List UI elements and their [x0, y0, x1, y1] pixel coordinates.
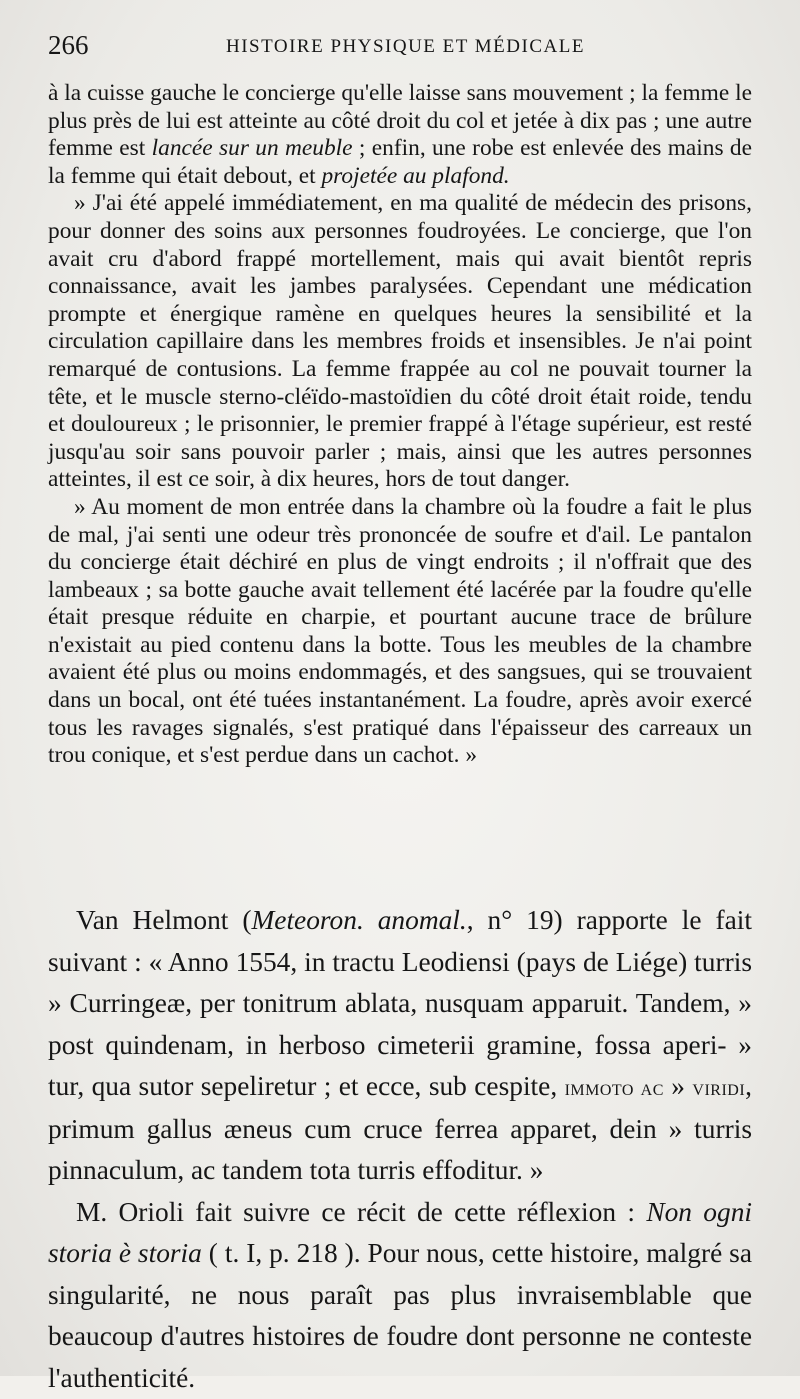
- quoted-report: [48, 80, 752, 770]
- quote-paragraph-2: » J'ai été appelé immédiatement, en ma qualité de médecin des prisons, pour donner des soins aux personnes foudroyées. Le concierge, que l'on avait cru d'abord frappé mortellement, mais qui avait bientôt repris connaissance, avait les jambes paralysées. Cependant une médication prompte et énergique ramène en quelques heures la sensibilité et la circulation capillaire dans les membres froids et insensibles. Je n'ai point remarqué de contusions. La femme frappée au col ne pouvait tourner la tête, et le muscle sterno-cléïdo-mastoïdien du côté droit était roide, tendu et douloureux ; le prisonnier, le premier frappé à l'étage supérieur, est resté jusqu'au soir sans pouvoir parler ; mais, ainsi que les autres personnes atteintes, il est ce soir, à dix heures, hors de tout danger.: [48, 190, 752, 494]
- page-header: [48, 30, 756, 66]
- main-text: [48, 900, 752, 1399]
- quote-paragraph-3: » Au moment de mon entrée dans la chambre où la foudre a fait le plus de mal, j'ai senti une odeur très prononcée de soufre et d'ail. Le pantalon du concierge était déchiré en plus de vingt endroits ; il n'offrait que des lambeaux ; sa botte gauche avait tellement été lacérée par la foudre qu'elle était presque réduite en charpie, et pourtant aucune trace de brûlure n'existait au pied contenu dans la botte. Tous les meubles de la chambre avaient été plus ou moins endommagés, et des sangsues, qui se trouvaient dans un bocal, ont été tuées instantanément. La foudre, après avoir exercé tous les ravages signalés, s'est pratiqué dans l'épaisseur des carreaux un trou conique, et s'est perdue dans un cachot. »: [48, 494, 752, 770]
- page-number: 266: [48, 30, 89, 61]
- quote-paragraph-1: à la cuisse gauche le concierge qu'elle laisse sans mouvement ; la femme le plus près de lui est atteinte au côté droit du col et jetée à dix pas ; une autre femme est lancée sur un meuble ; enfin, une robe est enlevée des mains de la femme qui était debout, et projetée au plafond.: [48, 80, 752, 190]
- paragraph-van-helmont: Van Helmont (Meteoron. anomal., n° 19) rapporte le fait suivant : « Anno 1554, in tractu Leodiensi (pays de Liége) turris » Curringeæ, per tonitrum ablata, nusquam apparuit. Tandem, » post quindenam, in herboso cimeterii gramine, fossa aperi- » tur, qua sutor sepeliretur ; et ecce, sub cespite, immoto ac » viridi, primum gallus æneus cum cruce ferrea apparet, dein » turris pinnaculum, ac tandem tota turris effoditur. »: [48, 900, 752, 1192]
- running-head: HISTOIRE PHYSIQUE ET MÉDICALE: [226, 36, 585, 58]
- paragraph-orioli: M. Orioli fait suivre ce récit de cette réflexion : Non ogni storia è storia ( t. I, p. 218 ). Pour nous, cette histoire, malgré sa singularité, ne nous paraît pas plus invraisemblable que beaucoup d'autres histoires de foudre dont personne ne conteste l'authenticité.: [48, 1192, 752, 1399]
